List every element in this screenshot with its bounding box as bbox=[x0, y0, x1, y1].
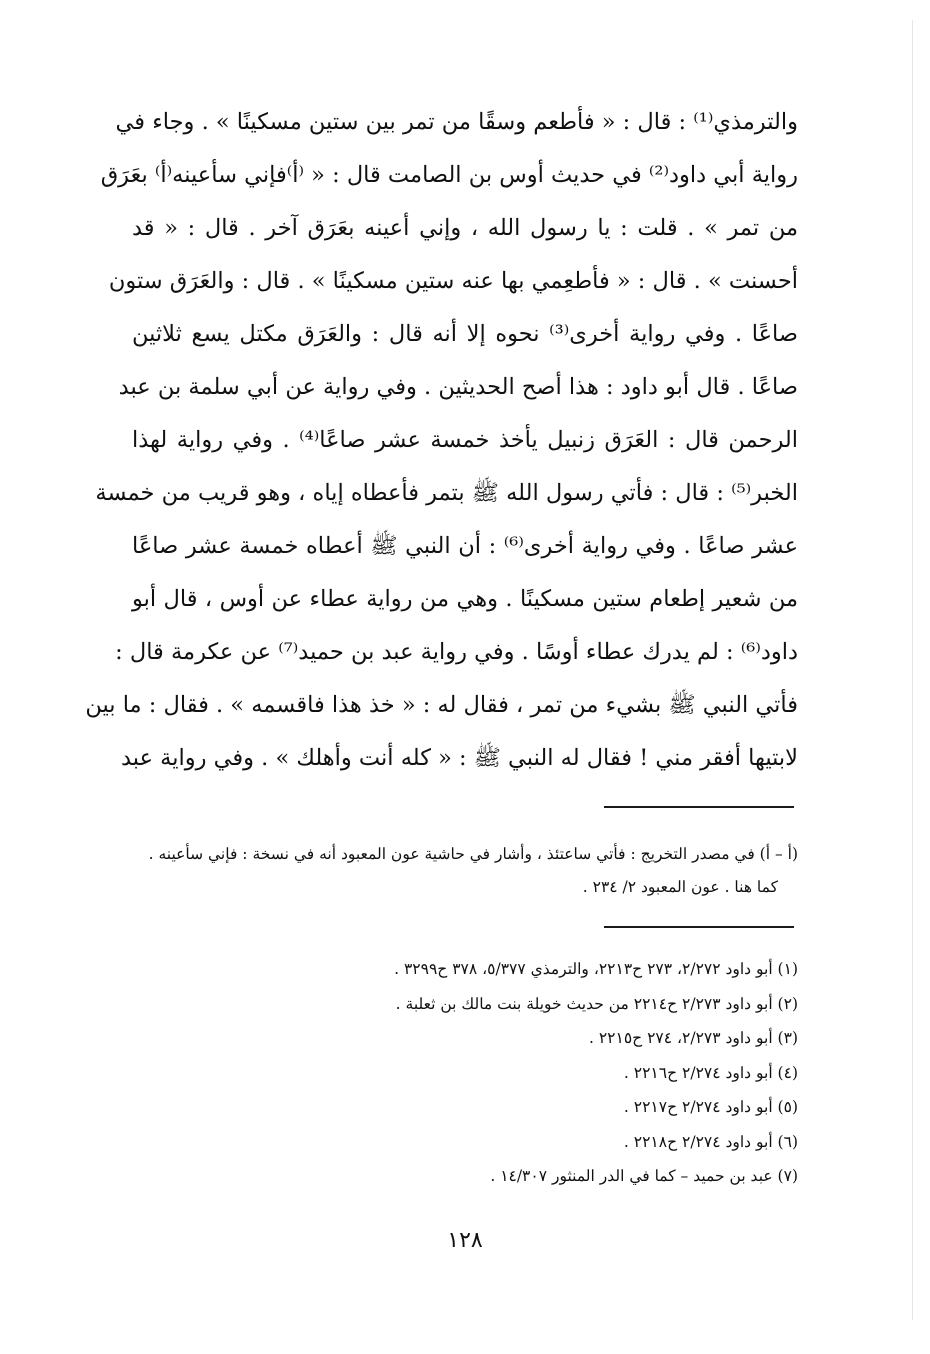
text-line: صاعًا . وفي رواية أخرى⁽³⁾ نحوه إلا أنه قال : والعَرَق مكتل يسع ثلاثين bbox=[132, 321, 798, 347]
marginal-note-line: (أ – أ) في مصدر التخريج : فأتي ساعتئذ ، وأشار في حاشية عون المعبود أنه في نسخة : فإني سأعينه . bbox=[148, 845, 798, 863]
scan-edge-line bbox=[912, 20, 913, 1320]
text-line: من تمر » . قلت : يا رسول الله ، وإني أعينه بعَرَق آخر . قال : « قد bbox=[132, 215, 798, 241]
footnote: (٤) أبو داود ٢/٢٧٤ ح٢٢١٦ . bbox=[623, 1063, 798, 1082]
text-line: رواية أبي داود⁽²⁾ في حديث أوس بن الصامت قال : « ⁽أ⁾فإني سأعينه⁽أ⁾ بعَرَق bbox=[100, 162, 798, 188]
text-line: داود⁽⁶⁾ : لم يدرك عطاء أوسًا . وفي رواية عبد بن حميد⁽⁷⁾ عن عكرمة قال : bbox=[115, 639, 798, 665]
footnote-divider bbox=[604, 926, 794, 928]
main-text-block bbox=[85, 96, 799, 785]
page-number: ١٢٨ bbox=[447, 1228, 483, 1253]
text-line: أحسنت » . قال : « فأطعِمي بها عنه ستين مسكينًا » . قال : والعَرَق ستون bbox=[108, 268, 798, 294]
footnote: (٣) أبو داود ٢/٢٧٣، ٢٧٤ ح٢٢١٥ . bbox=[588, 1029, 798, 1047]
text-line: عشر صاعًا . وفي رواية أخرى⁽⁶⁾ : أن النبي ﷺ أعطاه خمسة عشر صاعًا bbox=[132, 533, 799, 559]
footnote: (١) أبو داود ٢/٢٧٢، ٢٧٣ ح٢٢١٣، والترمذي ٥/٣٧٧، ٣٧٨ ح٣٢٩٩ . bbox=[394, 960, 798, 978]
text-line: لابتيها أفقر مني ! فقال له النبي ﷺ : « كله أنت وأهلك » . وفي رواية عبد bbox=[121, 745, 798, 771]
marginal-note bbox=[132, 838, 798, 904]
text-line: من شعير إطعام ستين مسكينًا . وهي من رواية عطاء عن أوس ، قال أبو bbox=[132, 586, 798, 612]
marginal-note-line: كما هنا . عون المعبود ٢/ ٢٣٤ . bbox=[582, 878, 778, 896]
footnote: (٦) أبو داود ٢/٢٧٤ ح٢٢١٨ . bbox=[623, 1132, 798, 1151]
footnote: (٥) أبو داود ٢/٢٧٤ ح٢٢١٧ . bbox=[623, 1098, 798, 1116]
footnotes-list bbox=[132, 952, 798, 1194]
text-line: والترمذي⁽¹⁾ : قال : « فأطعم وسقًا من تمر بين ستين مسكينًا » . وجاء في bbox=[115, 109, 798, 135]
footnote: (٧) عبد بن حميد – كما في الدر المنثور ١٤/٣٠٧ . bbox=[490, 1167, 798, 1185]
footnote: (٢) أبو داود ٢/٢٧٣ ح٢٢١٤ من حديث خويلة بنت مالك بن ثعلبة . bbox=[395, 994, 798, 1013]
text-line: الرحمن قال : العَرَق زنبيل يأخذ خمسة عشر صاعًا⁽⁴⁾ . وفي رواية لهذا bbox=[132, 427, 798, 453]
text-line: صاعًا . قال أبو داود : هذا أصح الحديثين . وفي رواية عن أبي سلمة بن عبد bbox=[118, 374, 798, 400]
text-line: فأتي النبي ﷺ بشيء من تمر ، فقال له : « خذ هذا فاقسمه » . فقال : ما بين bbox=[85, 692, 798, 718]
text-line: الخبر⁽⁵⁾ : قال : فأتي رسول الله ﷺ بتمر فأعطاه إياه ، وهو قريب من خمسة bbox=[95, 480, 798, 506]
footnote-divider bbox=[604, 806, 794, 808]
